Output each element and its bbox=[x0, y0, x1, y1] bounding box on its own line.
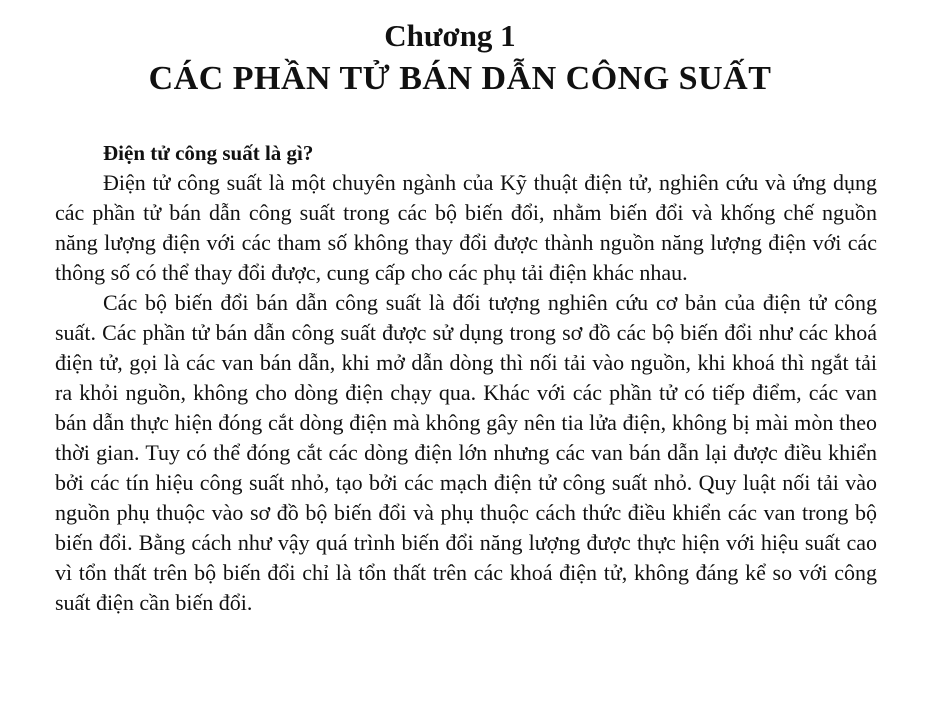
body-text bbox=[55, 138, 877, 618]
section-heading: Điện tử công suất là gì? bbox=[103, 141, 314, 165]
paragraph-2: Các bộ biến đổi bán dẫn công suất là đối tượng nghiên cứu cơ bản của điện tử công suất. Các phần tử bán dẫn công suất được sử dụng trong sơ đồ các bộ biến đổi như các khoá điện tử, gọi là các van bán dẫn, khi mở dẫn dòng thì nối tải vào nguồn, khi khoá thì ngắt tải ra khỏi nguồn, không cho dòng điện chạy qua. Khác với các phần tử có tiếp điểm, các van bán dẫn thực hiện đóng cắt dòng điện mà không gây nên tia lửa điện, không bị mài mòn theo thời gian. Tuy có thể đóng cắt các dòng điện lớn nhưng các van bán dẫn lại được điều khiển bởi các tín hiệu công suất nhỏ, tạo bởi các mạch điện tử công suất nhỏ. Quy luật nối tải vào nguồn phụ thuộc vào sơ đồ bộ biến đổi và phụ thuộc cách thức điều khiển các van trong bộ biến đổi. Bằng cách như vậy quá trình biến đổi năng lượng được thực hiện với hiệu suất cao vì tổn thất trên bộ biến đổi chỉ là tổn thất trên các khoá điện tử, không đáng kể so với công suất điện cần biến đổi. bbox=[55, 290, 877, 615]
chapter-number: Chương 1 bbox=[384, 18, 516, 53]
chapter-title: CÁC PHẦN TỬ BÁN DẪN CÔNG SUẤT bbox=[148, 60, 772, 97]
paragraph-1: Điện tử công suất là một chuyên ngành của Kỹ thuật điện tử, nghiên cứu và ứng dụng các phần tử bán dẫn công suất trong các bộ biến đổi, nhằm biến đổi và khống chế nguồn năng lượng điện với các tham số không thay đổi được thành nguồn năng lượng điện với các thông số có thể thay đổi được, cung cấp cho các phụ tải điện khác nhau. bbox=[55, 170, 877, 285]
